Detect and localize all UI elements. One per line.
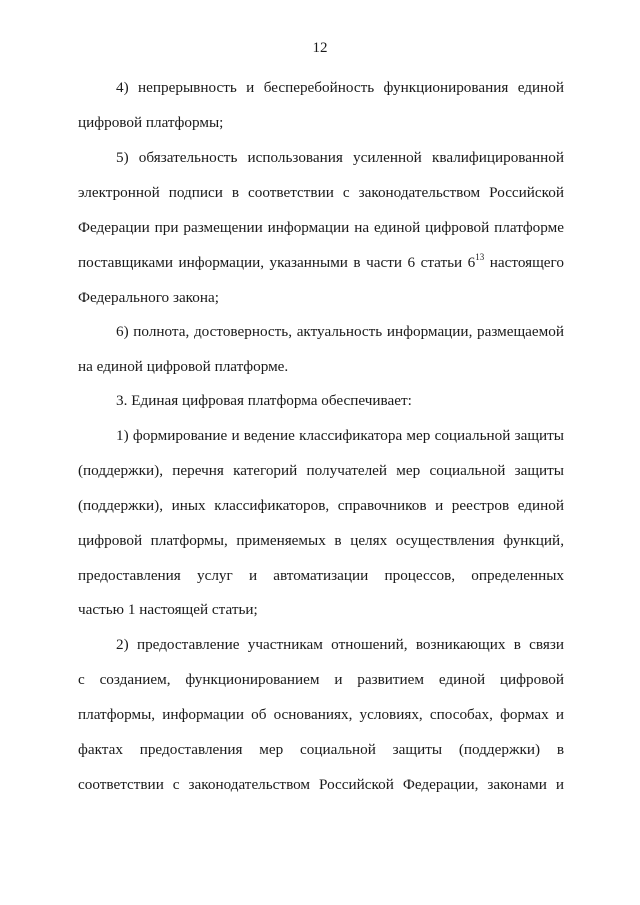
paragraph-line xyxy=(78,253,564,273)
paragraph-line: 2) предоставление участникам отношений, возникающих в связи xyxy=(116,636,564,653)
paragraph-line: цифровой платформы; xyxy=(78,114,224,131)
paragraph-line: предоставления услуг и автоматизации процессов, определенных xyxy=(78,567,564,584)
paragraph-line: цифровой платформы, применяемых в целях осуществления функций, xyxy=(78,532,564,549)
paragraph-line: частью 1 настоящей статьи; xyxy=(78,601,258,618)
paragraph-line: платформы, информации об основаниях, условиях, способах, формах и xyxy=(78,706,564,723)
paragraph-line: электронной подписи в соответствии с законодательством Российской xyxy=(78,184,564,201)
paragraph-line: 1) формирование и ведение классификатора мер социальной защиты xyxy=(116,427,564,444)
paragraph-line: соответствии с законодательством Российской Федерации, законами и xyxy=(78,776,564,793)
superscript-article-number: 13 xyxy=(475,252,485,262)
line-text: поставщиками информации, указанными в части 6 статьи 6 xyxy=(78,254,476,271)
paragraph-line: 3. Единая цифровая платформа обеспечивает: xyxy=(116,392,412,409)
paragraph-line: Федерации при размещении информации на единой цифровой платформе xyxy=(78,219,564,236)
paragraph-line: Федерального закона; xyxy=(78,289,219,306)
paragraph-line: фактах предоставления мер социальной защиты (поддержки) в xyxy=(78,741,564,758)
paragraph-line: на единой цифровой платформе. xyxy=(78,358,289,375)
paragraph-line: с созданием, функционированием и развитием единой цифровой xyxy=(78,671,564,688)
paragraph-line: 4) непрерывность и бесперебойность функционирования единой xyxy=(116,79,564,96)
paragraph-line: (поддержки), перечня категорий получателей мер социальной защиты xyxy=(78,462,564,479)
line-text: настоящего xyxy=(484,254,564,271)
page-number: 12 xyxy=(312,40,328,56)
paragraph-line: (поддержки), иных классификаторов, справочников и реестров единой xyxy=(78,497,564,514)
paragraph-line: 6) полнота, достоверность, актуальность информации, размещаемой xyxy=(116,323,564,340)
paragraph-line: 5) обязательность использования усиленной квалифицированной xyxy=(116,149,564,166)
